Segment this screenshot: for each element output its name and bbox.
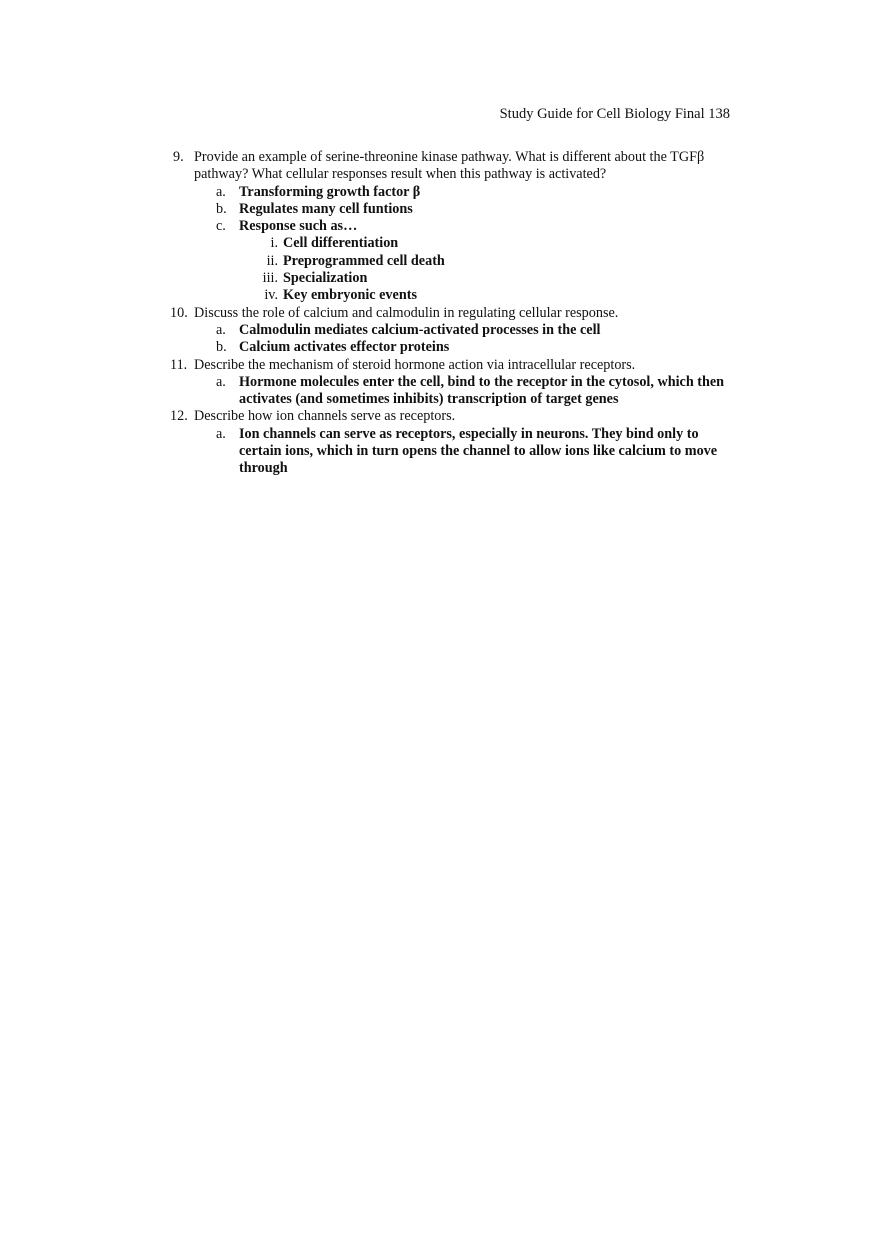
answer-marker: b. (216, 339, 227, 356)
question-11 (170, 357, 740, 374)
answer-text: Transforming growth factor β (239, 183, 421, 200)
sub-answer-marker: iv. (264, 287, 278, 304)
question-number: 10. (170, 304, 188, 321)
answer-item (170, 184, 740, 201)
question-number: 11. (170, 356, 188, 373)
answer-item (170, 426, 740, 478)
question-12 (170, 408, 740, 425)
sub-answer-marker: i. (270, 235, 278, 252)
answer-item (170, 339, 740, 356)
sub-answer-item (170, 253, 740, 270)
answer-item (170, 218, 740, 235)
sub-answer-item (170, 287, 740, 304)
sub-answer-text: Key embryonic events (283, 287, 417, 304)
page-header: Study Guide for Cell Biology Final 138 (499, 106, 730, 122)
answer-text: Ion channels can serve as receptors, especially in neurons. They bind only to certain ions, which in turn opens the channel to allow ions like calcium to move through (239, 425, 718, 477)
question-list (170, 149, 740, 478)
sub-answer-text: Preprogrammed cell death (283, 252, 445, 269)
question-number: 9. (173, 149, 184, 165)
question-text: Discuss the role of calcium and calmodulin in regulating cellular response. (194, 304, 619, 321)
sub-answer-text: Specialization (283, 270, 368, 287)
question-text: Provide an example of serine-threonine kinase pathway. What is different about the TGFβ pathway? What cellular responses result when this pathway is activated? (194, 149, 705, 183)
sub-answer-marker: iii. (262, 270, 278, 287)
answer-marker: a. (216, 425, 226, 442)
sub-answer-text: Cell differentiation (283, 235, 399, 252)
sub-answer-marker: ii. (266, 252, 278, 269)
answer-item (170, 201, 740, 218)
answer-text: Response such as… (239, 218, 358, 235)
answer-text: Regulates many cell funtions (239, 200, 413, 217)
answer-marker: a. (216, 321, 226, 338)
question-text: Describe how ion channels serve as receptors. (194, 408, 456, 425)
answer-marker: c. (216, 218, 226, 235)
question-number: 12. (170, 408, 188, 425)
answer-marker: a. (216, 373, 226, 390)
question-text: Describe the mechanism of steroid hormone action via intracellular receptors. (194, 356, 636, 373)
answer-marker: b. (216, 200, 227, 217)
answer-text: Calmodulin mediates calcium-activated processes in the cell (239, 321, 601, 338)
answer-item (170, 322, 740, 339)
answer-text: Hormone molecules enter the cell, bind to the receptor in the cytosol, which then activates (and sometimes inhibits) transcription of target genes (239, 373, 725, 408)
sub-answer-item (170, 235, 740, 252)
sub-answer-item (170, 270, 740, 287)
question-10 (170, 305, 740, 322)
question-9 (170, 149, 740, 184)
answer-item (170, 374, 740, 409)
answer-marker: a. (216, 183, 226, 200)
answer-text: Calcium activates effector proteins (239, 339, 450, 356)
